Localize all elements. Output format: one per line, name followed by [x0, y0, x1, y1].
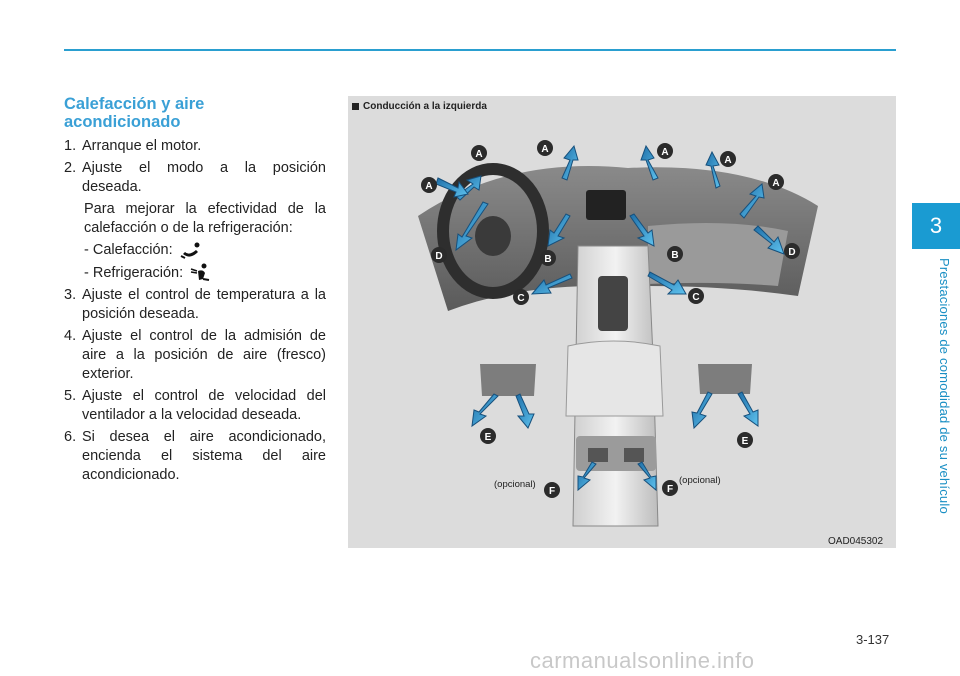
svg-text:F: F	[548, 486, 556, 497]
dashboard-vents-figure	[348, 96, 896, 548]
vent-badge-b	[540, 250, 556, 266]
watermark: carmanualsonline.info	[530, 648, 755, 673]
vent-badge-a	[537, 140, 553, 156]
svg-text:A: A	[772, 178, 780, 189]
instruction-steps	[64, 137, 326, 488]
square-bullet-icon	[352, 103, 359, 110]
svg-text:A: A	[541, 144, 549, 155]
heating-mode: - Calefacción:	[64, 241, 326, 260]
svg-text:D: D	[435, 251, 443, 262]
vent-badge-a	[657, 143, 673, 159]
vent-badge-a	[471, 145, 487, 161]
vent-badge-e	[737, 432, 753, 448]
svg-text:A: A	[425, 181, 433, 192]
step-5: 5. Ajuste el control de velocidad del ventilador a la velocidad deseada.	[64, 388, 326, 423]
vent-badge-c	[688, 288, 704, 304]
vent-badge-b	[667, 246, 683, 262]
cooling-mode-icon	[189, 263, 213, 283]
vent-badge-d	[784, 243, 800, 259]
vent-badge-e	[480, 428, 496, 444]
step-4: 4. Ajuste el control de la admisión de aire a la posición de aire (fresco) exterior.	[64, 328, 326, 382]
step-2: 2. Ajuste el modo a la posición deseada.	[64, 160, 326, 195]
step-1: 1. Arranque el motor.	[64, 138, 202, 154]
heating-mode-icon	[179, 242, 203, 260]
svg-text:E: E	[741, 436, 749, 447]
chapter-label: Prestaciones de comodidad de su vehículo	[937, 258, 952, 514]
page-number: 3-137	[856, 632, 890, 647]
vent-badge-f	[544, 482, 560, 498]
svg-text:D: D	[788, 247, 796, 258]
svg-text:B: B	[671, 250, 679, 261]
dashboard-illustration	[348, 96, 896, 548]
figure-caption: Conducción a la izquierda	[352, 101, 487, 112]
vent-badge-a	[768, 174, 784, 190]
vent-badge-d	[431, 247, 447, 263]
cooling-mode: - Refrigeración:	[64, 263, 326, 283]
section-title: Calefacción y aire acondicionado	[64, 95, 205, 131]
figure-code: OAD045302	[828, 536, 884, 547]
svg-text:A: A	[475, 149, 483, 160]
svg-text:F: F	[666, 484, 674, 495]
optional-label-right: (opcional)	[679, 475, 721, 486]
step-2-note: Para mejorar la efectividad de la calefacción o de la refrigeración:	[84, 201, 326, 236]
center-screen	[586, 190, 626, 220]
svg-text:E: E	[484, 432, 492, 443]
svg-text:C: C	[517, 293, 525, 304]
vent-badge-a	[421, 177, 437, 193]
step-6: 6. Si desea el aire acondicionado, encienda el sistema del aire acondicionado.	[64, 429, 326, 483]
svg-text:A: A	[661, 147, 669, 158]
vent-badge-f	[662, 480, 678, 496]
optional-label-left: (opcional)	[494, 479, 536, 490]
svg-text:A: A	[724, 155, 732, 166]
top-rule	[64, 49, 896, 51]
svg-text:B: B	[544, 254, 552, 265]
svg-text:C: C	[692, 292, 700, 303]
step-3: 3. Ajuste el control de temperatura a la posición deseada.	[64, 287, 326, 322]
vent-badge-c	[513, 289, 529, 305]
vent-badge-a	[720, 151, 736, 167]
chapter-tab: 3	[912, 203, 960, 249]
